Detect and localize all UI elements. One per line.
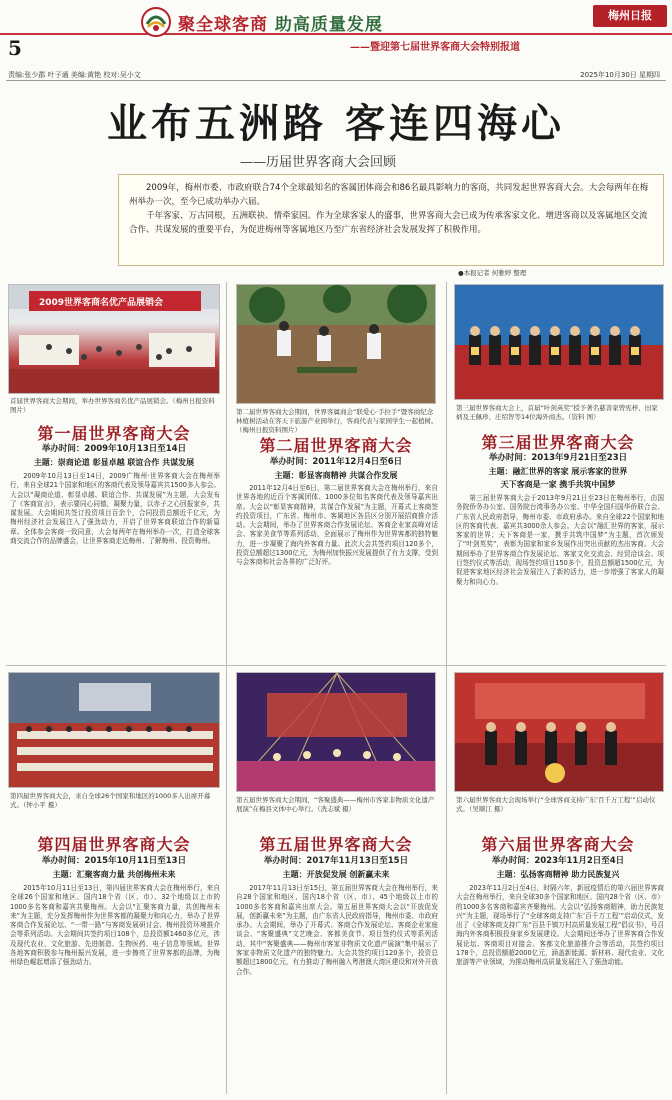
- session-4-photo: [8, 672, 220, 788]
- session-2-title: 第二届世界客商大会: [259, 436, 413, 455]
- session-6-date: 举办时间：2023年11月2日至4日: [491, 856, 625, 866]
- session-5-photo: [236, 672, 436, 792]
- conference-emblem-icon: [140, 6, 172, 38]
- column-divider: [446, 282, 447, 1094]
- session-4-caption: 第四届世界客商大会，来自全球26个国家和地区的1000多人出席开幕式。（钟小平 摄）: [10, 792, 211, 809]
- session-2-photo: [236, 284, 436, 404]
- sub-headline: ——历届世界客商大会回顾: [240, 155, 397, 170]
- series-title: [178, 10, 383, 35]
- session-4-body: 2015年10月11日至13日，第四届世界客商大会在梅州举行，来自全球26个国家和地区、国内18个省（区、市）、32个地级以上市的1000多名客商和嘉宾共聚梅州。大会以“汇聚客商力量，共创梅州未来”为主题，充分发挥梅州作为世界客都的凝聚力和向心力，举办了世界客商合作发展论坛、“一带一路”与客商发展研讨会、梅州投资环境推介会等系列活动。大会期间共签约项目108个，总投资额1460多亿元，涉及现代农业、文化旅游、先进制造、生物医药、电子信息等领域。世界各地客商积极参与梅州振兴发展，进一步擦亮了世界客都的品牌，为梅州绿色崛起增添了强劲动力。: [10, 884, 220, 967]
- session-4-theme: 主题：汇聚客商力量 共创梅州未来: [52, 870, 176, 879]
- session-4-title: 第四届世界客商大会: [37, 835, 191, 854]
- page-header: [0, 0, 672, 68]
- editor-credits: 责编:张少郡 叶子通 美编:黄艳 校对:吴小文: [8, 71, 141, 79]
- session-3-body: 第三届世界客商大会于2013年9月21日至23日在梅州举行，由国务院侨务办公室、国务院台湾事务办公室、中华全国归国华侨联合会、广东省人民政府指导，梅州市委、市政府承办。来自全球22个国家和地区的客商代表、嘉宾共3000余人参会。大会以“融汇世界的客家，展示客家的世界；天下客商是一家，携手共筑中国梦”为主题，首次颁发了“叶剑英奖”，表彰为国家和家乡发展作出突出贡献的杰出客商。大会期间举办了世界客商合作发展论坛、客家文化交流会、经贸洽谈会、项目签约仪式等活动，现场签约项目150多个，投资总额超1500亿元，为促进客家地区经济社会发展注入了新的活力，进一步增强了客家人的凝聚力和向心力。: [456, 494, 664, 586]
- session-3-date: 举办时间：2013年9月21日至23日: [488, 453, 628, 463]
- row-divider: [6, 665, 666, 666]
- series-title-c: 助: [274, 15, 293, 35]
- photo-banner-text: 2009世界客商名优产品展销会: [39, 298, 164, 308]
- session-1-date: 举办时间：2009年10月13日至14日: [41, 444, 187, 454]
- column-divider: [226, 282, 227, 1094]
- session-1-caption: 首届世界客商大会期间，举办世界客商名优产品展销会。（梅州日报资料图片）: [10, 397, 215, 414]
- session-2-theme: 主题：彰显客商精神 共谋合作发展: [274, 471, 398, 480]
- session-1-photo: [8, 284, 220, 394]
- session-5-title: 第五届世界客商大会: [259, 835, 413, 854]
- session-5-date: 举办时间：2017年11月13日至15日: [263, 856, 409, 866]
- tree-planting-image: [237, 285, 436, 404]
- session-1-theme: 主题：崇商论道 彰显卓越 联谊合作 共谋发展: [33, 458, 195, 467]
- session-6-body: 2023年11月2日至4日，时隔六年，新冠疫情后的第六届世界客商大会在梅州举行，来自全球30多个国家和地区、国内28个省（区、市）的1000多名客商和嘉宾齐聚梅州。大会以“弘扬客商精神，助力民族复兴”为主题，现场举行了“全球客商支持广东‘百千万工程’”启动仪式，发出了《全球客商支持广东“百县千镇万村高质量发展工程”倡议书》，号召海内外客商积极投身家乡发展建设。大会期间还举办了世界客商合作发展论坛、客商项目对接会、客都文化旅游推介会等活动，共签约项目178个，总投资额超2000亿元，涵盖新能源、新材料、现代农业、文化旅游等产业领域，为推动梅州高质量发展注入了强劲动能。: [456, 884, 664, 967]
- newspaper-logo: 梅州日报: [593, 5, 667, 27]
- intro-box: [118, 174, 664, 266]
- byline: ●本报记者 何雅婷 整理: [458, 269, 527, 277]
- series-title-b: 全球客商: [196, 15, 268, 35]
- series-subtitle: ——暨迎第七届世界客商大会特别报道: [350, 42, 520, 53]
- intro-paragraph-2: 千年客家、万古同根，五洲联袂、情牵家园。作为全球客家人的盛事，世界客商大会已成为传承客家文化、增进客商以及客属地区交流合作、共谋发展的重要平台，为促进梅州等客属地区乃至广东省经济社会发展发挥了积极作用。: [129, 211, 648, 235]
- session-2-body: 2011年12月4日至6日，第二届世界客商大会在梅州举行，来自世界各地的近百个客属团体、1000多位知名客商代表及领导嘉宾出席。大会以“彰显客商精神，共谋合作发展”为主题，开幕式上客商签约投资项目，广东省、梅州市、客属地区各县区分别开展招商推介活动。大会期间，举办了世界客商合作发展论坛、客商企业家高峰对话会、客家美食节等系列活动，全面展示了梅州作为世界客都的独特魅力，进一步凝聚了海内外客商力量。此次大会共签约项目120多个，投资总额超过1300亿元，为梅州加快振兴发展提供了有力支撑，受到与会客商和社会各界的广泛好评。: [236, 484, 438, 567]
- session-2-caption: 第二届世界客商大会期间，世界客属商会“联爱心·手拉手”暨客商纪念林植树活动在客天下旅游产业园举行，客商代表与家园学生一起植树。（梅州日报资料图片）: [236, 408, 438, 434]
- series-title-d: 高质量发展: [292, 15, 383, 35]
- session-6-theme: 主题：弘扬客商精神 助力民族复兴: [496, 870, 620, 879]
- session-5-theme: 主题：开放促发展 创新赢未来: [282, 870, 390, 879]
- opening-ceremony-image: [9, 673, 220, 788]
- award-ceremony-image: [455, 285, 664, 400]
- session-3-theme-line-2: 天下客商是一家 携手共筑中国梦: [500, 480, 616, 489]
- session-6-caption: 第六届世界客商大会现场举行“全球客商支持广东‘百千万工程’”启动仪式。（吴顺江 摄）: [456, 796, 656, 813]
- series-title-a: 聚: [178, 15, 196, 35]
- session-3-photo: [454, 284, 664, 400]
- session-5-body: 2017年11月13日至15日，第五届世界客商大会在梅州举行，来自28个国家和地区、国内18个省（区、市）、45个地级以上市的1000多名客商和嘉宾出席大会。第五届世界客商大会以“开放促发展，创新赢未来”为主题，由广东省人民政府指导，梅州市委、市政府承办。大会期间，举办了开幕式、客商合作发展论坛、客商企业家座谈会、“客聚盛典”文艺晚会、客都美食节、项目签约仪式等系列活动，其中“客聚盛典——梅州市客家非物质文化遗产展演”集中展示了客家非物质文化遗产的独特魅力。大会共签约项目120多个，投资总额超过1800亿元，有力推动了梅州融入粤港澳大湾区建设和对外开放合作。: [236, 884, 438, 976]
- session-2-date: 举办时间：2011年12月4日至6日: [269, 457, 403, 467]
- stage-performance-image: [237, 673, 436, 792]
- session-1-title: 第一届世界客商大会: [37, 424, 191, 443]
- divider: [6, 80, 666, 81]
- page-number: 5: [8, 36, 22, 60]
- intro-paragraph-1: 2009年，梅州市委、市政府联合74个全球最知名的客属团体商会和86名最具影响力的客商，共同发起世界客商大会。大会每两年在梅州举办一次，至今已成功举办六届。: [129, 183, 649, 207]
- main-headline: 业布五洲路 客连四海心: [107, 100, 565, 147]
- session-3-theme-line-1: 主题：融汇世界的客家 展示客家的世界: [488, 467, 628, 476]
- session-3-title: 第三届世界客商大会: [481, 433, 635, 452]
- dateline: 2025年10月30日 星期四: [580, 71, 660, 79]
- session-4-date: 举办时间：2015年10月11日至13日: [41, 856, 187, 866]
- launch-ceremony-image: [455, 673, 664, 792]
- session-6-title: 第六届世界客商大会: [481, 835, 635, 854]
- session-6-photo: [454, 672, 664, 792]
- session-3-caption: 第三届世界客商大会上，首届“叶剑英奖”授予著名慈善家曾宪梓、田家炳及王佩珍、庄绍智等14位海外商杰。（资料 图）: [456, 404, 658, 421]
- session-1-body: 2009年10月13日至14日，2009广梅州·世界客商大会在梅州举行，来自全球21个国家和地区的客商代表及领导嘉宾共1500多人参会。大会以“凝商论道、彰显卓越、联谊合作、共谋发展”为主题，大会发布了《客商宣言》，表示要同心同德，凝聚力量，以赤子之心回报家乡，共谋发展。大会期间共签订投资项目百余个，合同投资总额近千亿元，为梅州经济社会发展注入了强劲动力，开启了世界客商联谊合作的新篇章。全体参会客商一致同意，大会每两年在梅州举办一次，打造全球客商交流合作的品牌盛会，让世界客商走近梅州、了解梅州、投资梅州。: [10, 472, 220, 546]
- session-5-caption: 第五届世界客商大会期间，“客聚盛典——梅州市客家非物质文化遗产展演”在梅县文体中心举行。（冼志斌 摄）: [236, 796, 435, 813]
